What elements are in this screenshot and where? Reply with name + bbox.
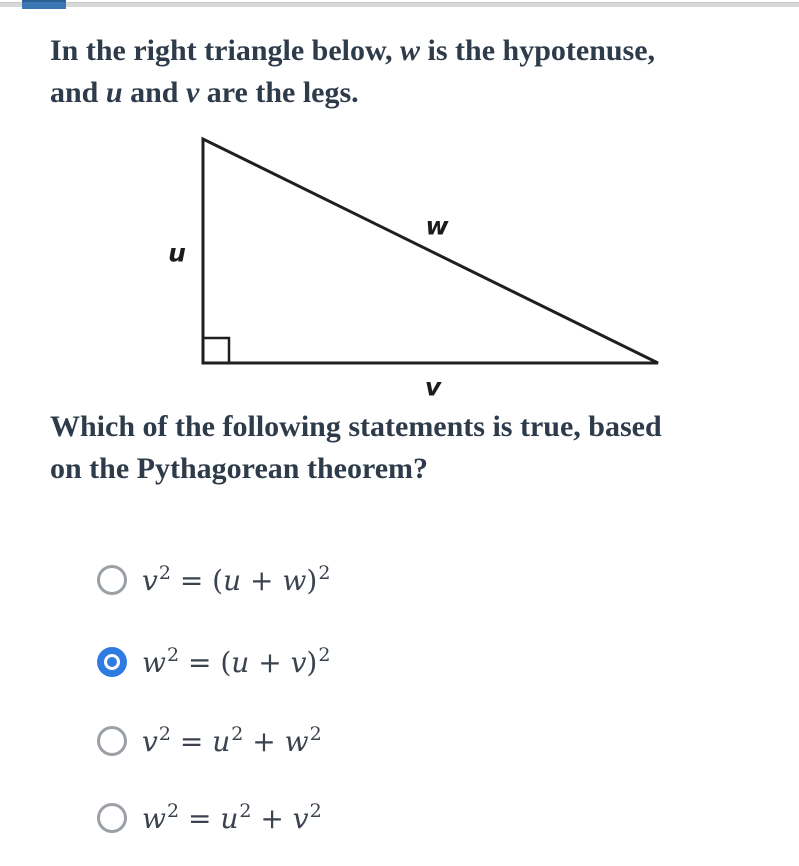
triangle-diagram [0,125,799,410]
answer-option-1[interactable] [97,563,330,597]
question-line-1: Which of the following statements is true, based [50,410,662,443]
radio-option-2[interactable] [97,647,127,677]
question-text [50,406,780,490]
answer-option-2[interactable] [97,645,330,679]
label-leg-u: u [168,238,186,268]
answer-option-4[interactable] [97,801,322,835]
problem-statement-line-1: In the right triangle below, w is the hypotenuse, [50,34,656,67]
problem-statement [50,30,770,114]
triangle-outline [203,139,658,363]
formula-option-3: $v^2 = u^2 + w^2$ [142,722,322,758]
right-angle-marker [203,338,229,363]
label-hypotenuse-w: w [425,211,449,241]
progress-bar-fill [22,0,66,9]
answer-option-3[interactable] [97,724,322,758]
formula-option-2: $w^2 = (u + v)^2$ [142,643,331,679]
radio-option-1[interactable] [97,565,127,595]
progress-bar-track [0,2,799,7]
question-line-2: on the Pythagorean theorem? [50,452,429,485]
radio-option-3[interactable] [97,726,127,756]
label-leg-v: v [424,372,442,402]
formula-option-1: $v^2 = (u + w)^2$ [142,561,331,597]
formula-option-4: $w^2 = u^2 + v^2$ [142,799,322,835]
radio-option-4[interactable] [97,803,127,833]
right-triangle-figure [0,125,799,410]
problem-statement-line-2: and u and v are the legs. [50,76,359,109]
